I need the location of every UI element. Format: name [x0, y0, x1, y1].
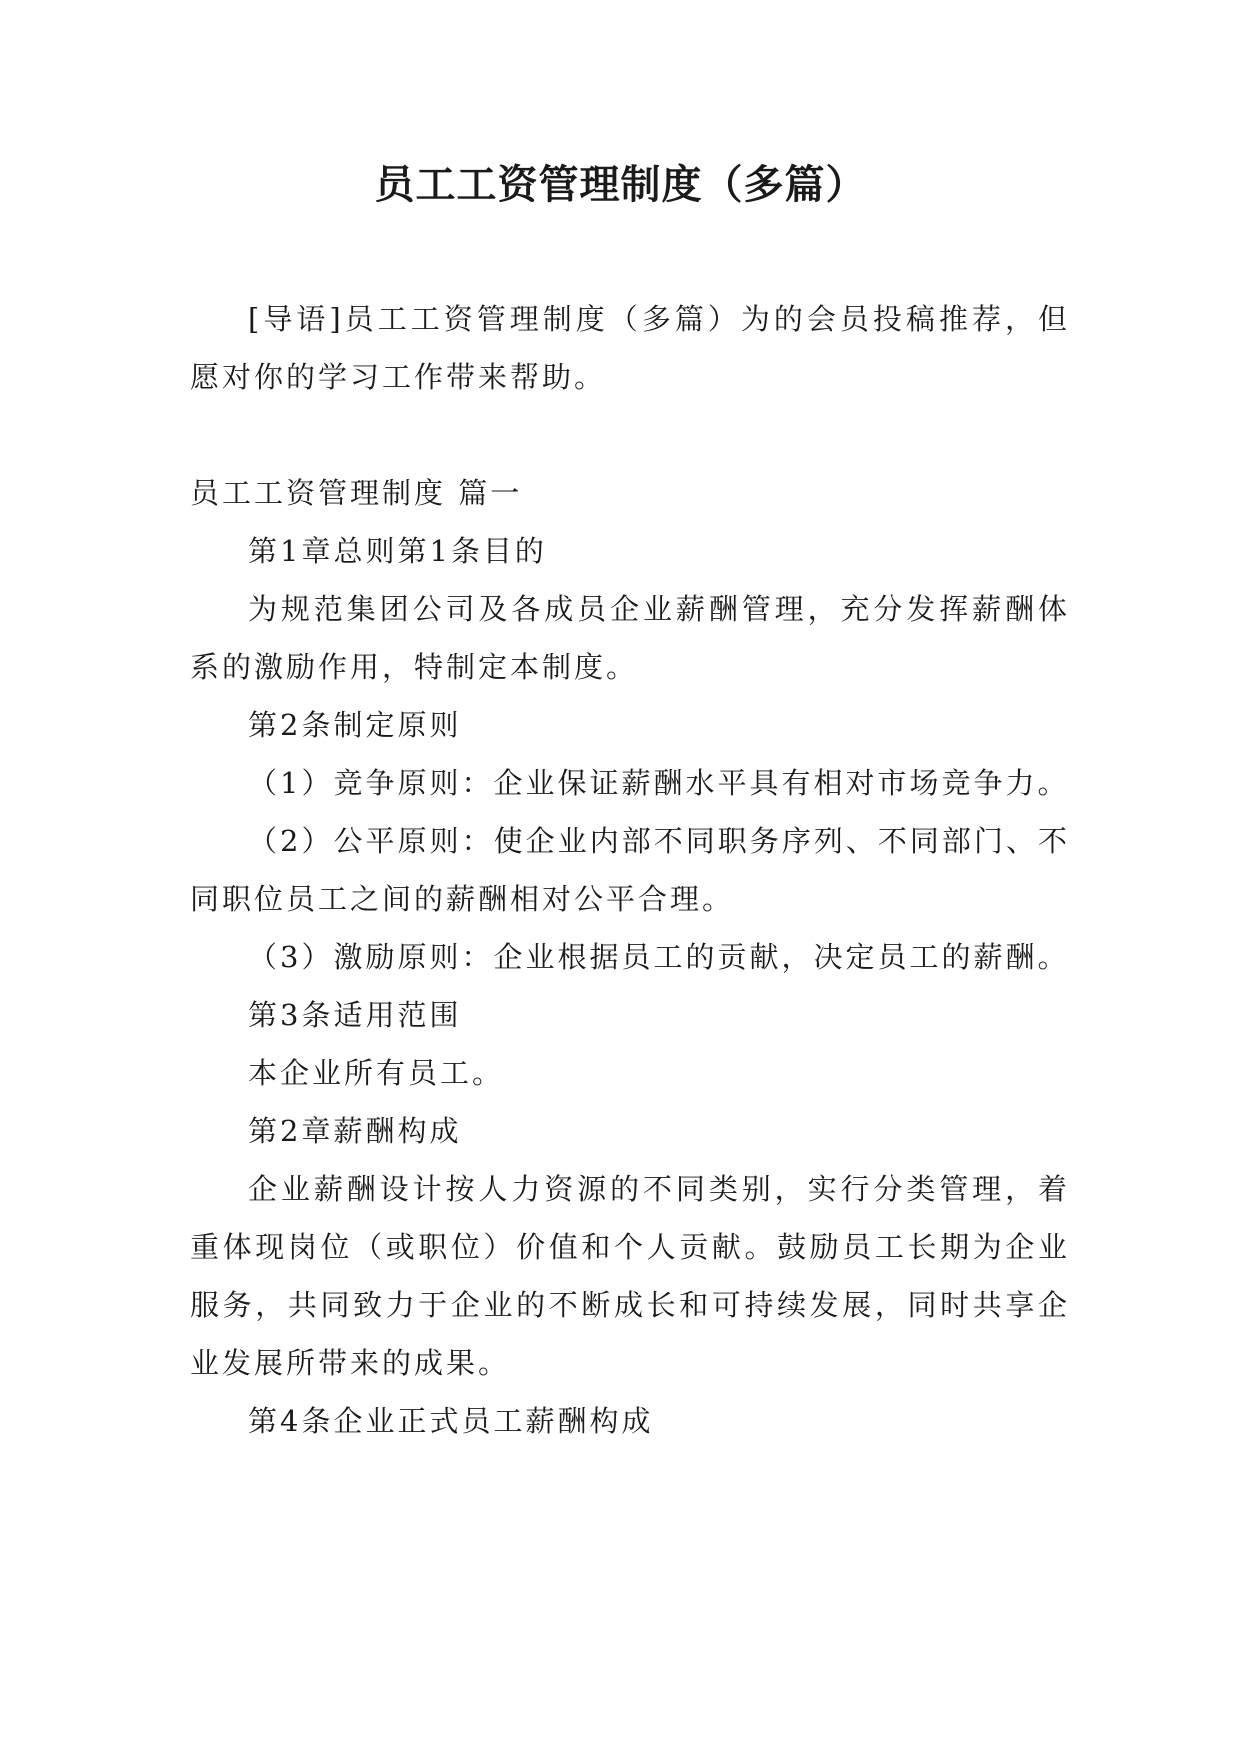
principle-competition: （1）竞争原则：企业保证薪酬水平具有相对市场竞争力。	[248, 766, 1070, 800]
article-4-heading: 第4条企业正式员工薪酬构成	[248, 1404, 654, 1438]
compensation-paragraph: 企业薪酬设计按人力资源的不同类别，实行分类管理，着重体现岗位（或职位）价值和个人贡献。鼓励员工长期为企业服务，共同致力于企业的不断成长和可持续发展，同时共享企业发展所带来的成果。	[190, 1172, 1070, 1380]
article-3-heading: 第3条适用范围	[248, 998, 462, 1032]
chapter-1-heading: 第1章总则第1条目的	[248, 534, 547, 568]
scope-paragraph: 本企业所有员工。	[248, 1056, 505, 1090]
principle-incentive: （3）激励原则：企业根据员工的贡献，决定员工的薪酬。	[248, 940, 1070, 974]
document-body	[190, 290, 1070, 1450]
section-heading: 员工工资管理制度 篇一	[190, 476, 523, 510]
purpose-paragraph: 为规范集团公司及各成员企业薪酬管理，充分发挥薪酬体系的激励作用，特制定本制度。	[190, 592, 1070, 684]
article-2-heading: 第2条制定原则	[248, 708, 462, 742]
principle-fairness: （2）公平原则：使企业内部不同职务序列、不同部门、不同职位员工之间的薪酬相对公平合理。	[190, 824, 1070, 916]
document-title: 员工工资管理制度（多篇）	[374, 162, 867, 208]
intro-paragraph: [导语]员工工资管理制度（多篇）为的会员投稿推荐，但愿对你的学习工作带来帮助。	[190, 302, 1070, 394]
chapter-2-heading: 第2章薪酬构成	[248, 1114, 462, 1148]
